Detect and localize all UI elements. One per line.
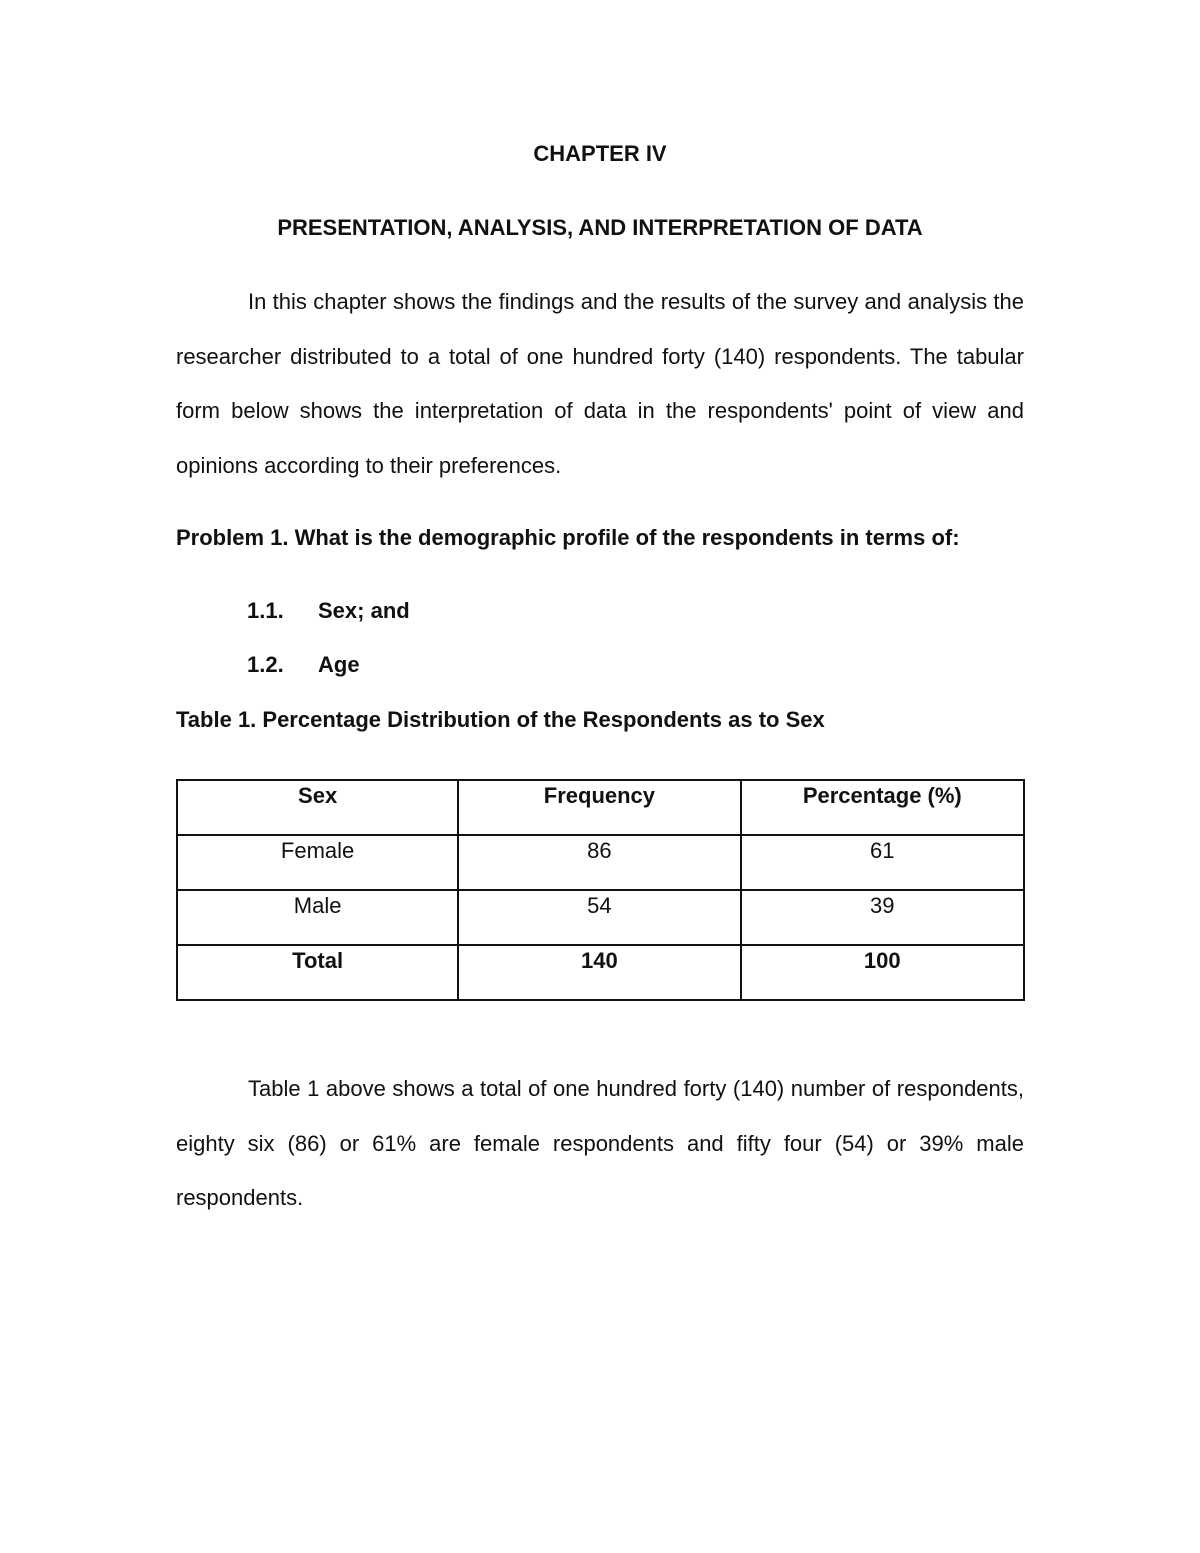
cell-total-percentage: 100 bbox=[741, 945, 1024, 1000]
cell-percentage: 39 bbox=[741, 890, 1024, 945]
problem-statement: Problem 1. What is the demographic profile of the respondents in terms of: bbox=[176, 525, 960, 550]
cell-sex: Male bbox=[177, 890, 458, 945]
cell-total-label: Total bbox=[177, 945, 458, 1000]
table-header-row bbox=[177, 780, 1024, 835]
sub-item-sex bbox=[247, 598, 410, 624]
cell-percentage: 61 bbox=[741, 835, 1024, 890]
table-row bbox=[177, 835, 1024, 890]
sub-item-age bbox=[247, 652, 360, 678]
table-caption: Table 1. Percentage Distribution of the Respondents as to Sex bbox=[176, 707, 825, 732]
sex-distribution-table bbox=[176, 779, 1025, 1001]
cell-sex: Female bbox=[177, 835, 458, 890]
sub-item-number: 1.2. bbox=[247, 652, 284, 677]
chapter-heading: CHAPTER IV bbox=[533, 141, 667, 166]
header-sex: Sex bbox=[177, 780, 458, 835]
cell-frequency: 86 bbox=[458, 835, 740, 890]
cell-total-frequency: 140 bbox=[458, 945, 740, 1000]
table-total-row bbox=[177, 945, 1024, 1000]
table-row bbox=[177, 890, 1024, 945]
cell-frequency: 54 bbox=[458, 890, 740, 945]
sub-item-label: Age bbox=[318, 652, 360, 677]
intro-paragraph: In this chapter shows the findings and the results of the survey and analysis the researcher distributed to a total of one hundred forty (140) respondents. The tabular form below shows the interpretation of data in the respondents' point of view and opinions according to their preferences. bbox=[176, 289, 1024, 478]
header-percentage: Percentage (%) bbox=[741, 780, 1024, 835]
sub-item-number: 1.1. bbox=[247, 598, 284, 623]
section-title: PRESENTATION, ANALYSIS, AND INTERPRETATION OF DATA bbox=[277, 215, 923, 240]
header-frequency: Frequency bbox=[458, 780, 740, 835]
sub-item-label: Sex; and bbox=[318, 598, 410, 623]
conclusion-paragraph: Table 1 above shows a total of one hundred forty (140) number of respondents, eighty six (86) or 61% are female respondents and fifty four (54) or 39% male respondents. bbox=[176, 1076, 1024, 1210]
